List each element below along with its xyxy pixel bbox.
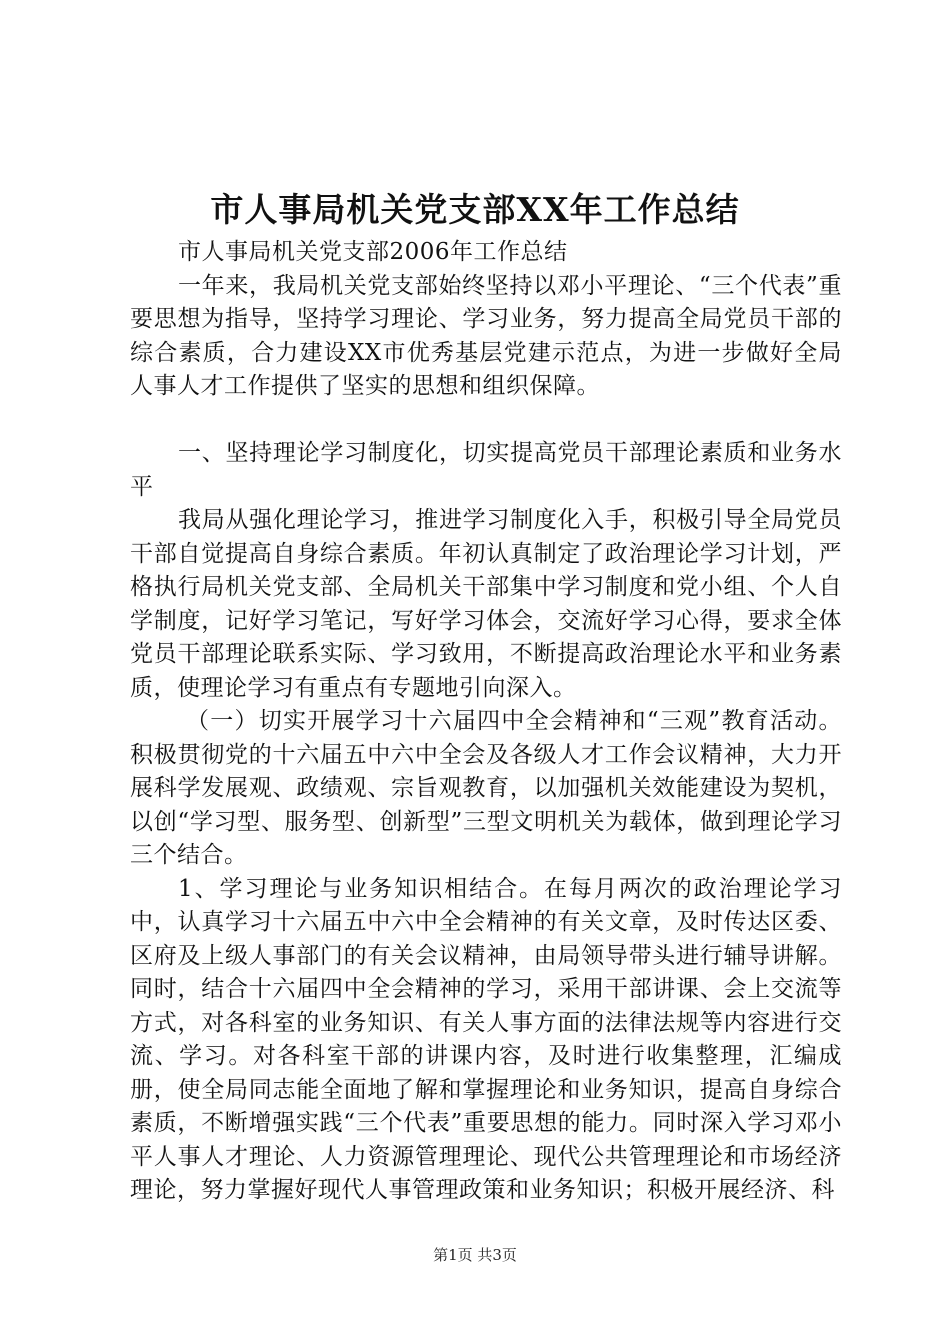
document-title: 市人事局机关党支部XX年工作总结 bbox=[210, 190, 740, 229]
numbered-paragraph: 1、学习理论与业务知识相结合。在每月两次的政治理论学习中，认真学习十六届五中六中全会精神的有关文章，及时传达区委、区府及上级人事部门的有关会议精神，由局领导带头进行辅导讲解。同时，结合十六届四中全会精神的学习，采用干部讲课、会上交流等方式，对各科室的业务知识、有关人事方面的法律法规等内容进行交流、学习。对各科室干部的讲课内容，及时进行收集整理，汇编成册，使全局同志能全面地了解和掌握理论和业务知识，提高自身综合素质，不断增强实践“三个代表”重要思想的能力。同时深入学习邓小平人事人才理论、人力资源管理理论、现代公共管理理论和市场经济理论，努力掌握好现代人事管理政策和业务知识；积极开展经济、科 bbox=[130, 875, 842, 1203]
intro-paragraph: 一年来，我局机关党支部始终坚持以邓小平理论、“三个代表”重要思想为指导，坚持学习理论、学习业务，努力提高全局党员干部的综合素质，合力建设XX市优秀基层党建示范点，为进一步做好全局人事人才工作提供了坚实的思想和组织保障。 bbox=[130, 272, 842, 399]
subsection-paragraph: （一）切实开展学习十六届四中全会精神和“三观”教育活动。积极贯彻党的十六届五中六中全会及各级人才工作会议精神，大力开展科学发展观、政绩观、宗旨观教育，以加强机关效能建设为契机，以创“学习型、服务型、创新型”三型文明机关为载体，做到理论学习三个结合。 bbox=[130, 708, 842, 868]
section-heading: 一、坚持理论学习制度化，切实提高党员干部理论素质和业务水平 bbox=[130, 440, 842, 500]
body-paragraph: 我局从强化理论学习，推进学习制度化入手，积极引导全局党员干部自觉提高自身综合素质。年初认真制定了政治理论学习计划，严格执行局机关党支部、全局机关干部集中学习制度和党小组、个人自学制度，记好学习笔记，写好学习体会，交流好学习心得，要求全体党员干部理论联系实际、学习致用，不断提高政治理论水平和业务素质，使理论学习有重点有专题地引向深入。 bbox=[130, 507, 842, 701]
document-body bbox=[130, 236, 842, 1208]
subtitle-paragraph: 市人事局机关党支部2006年工作总结 bbox=[178, 239, 568, 265]
page-number: 第1页 共3页 bbox=[433, 1246, 517, 1264]
